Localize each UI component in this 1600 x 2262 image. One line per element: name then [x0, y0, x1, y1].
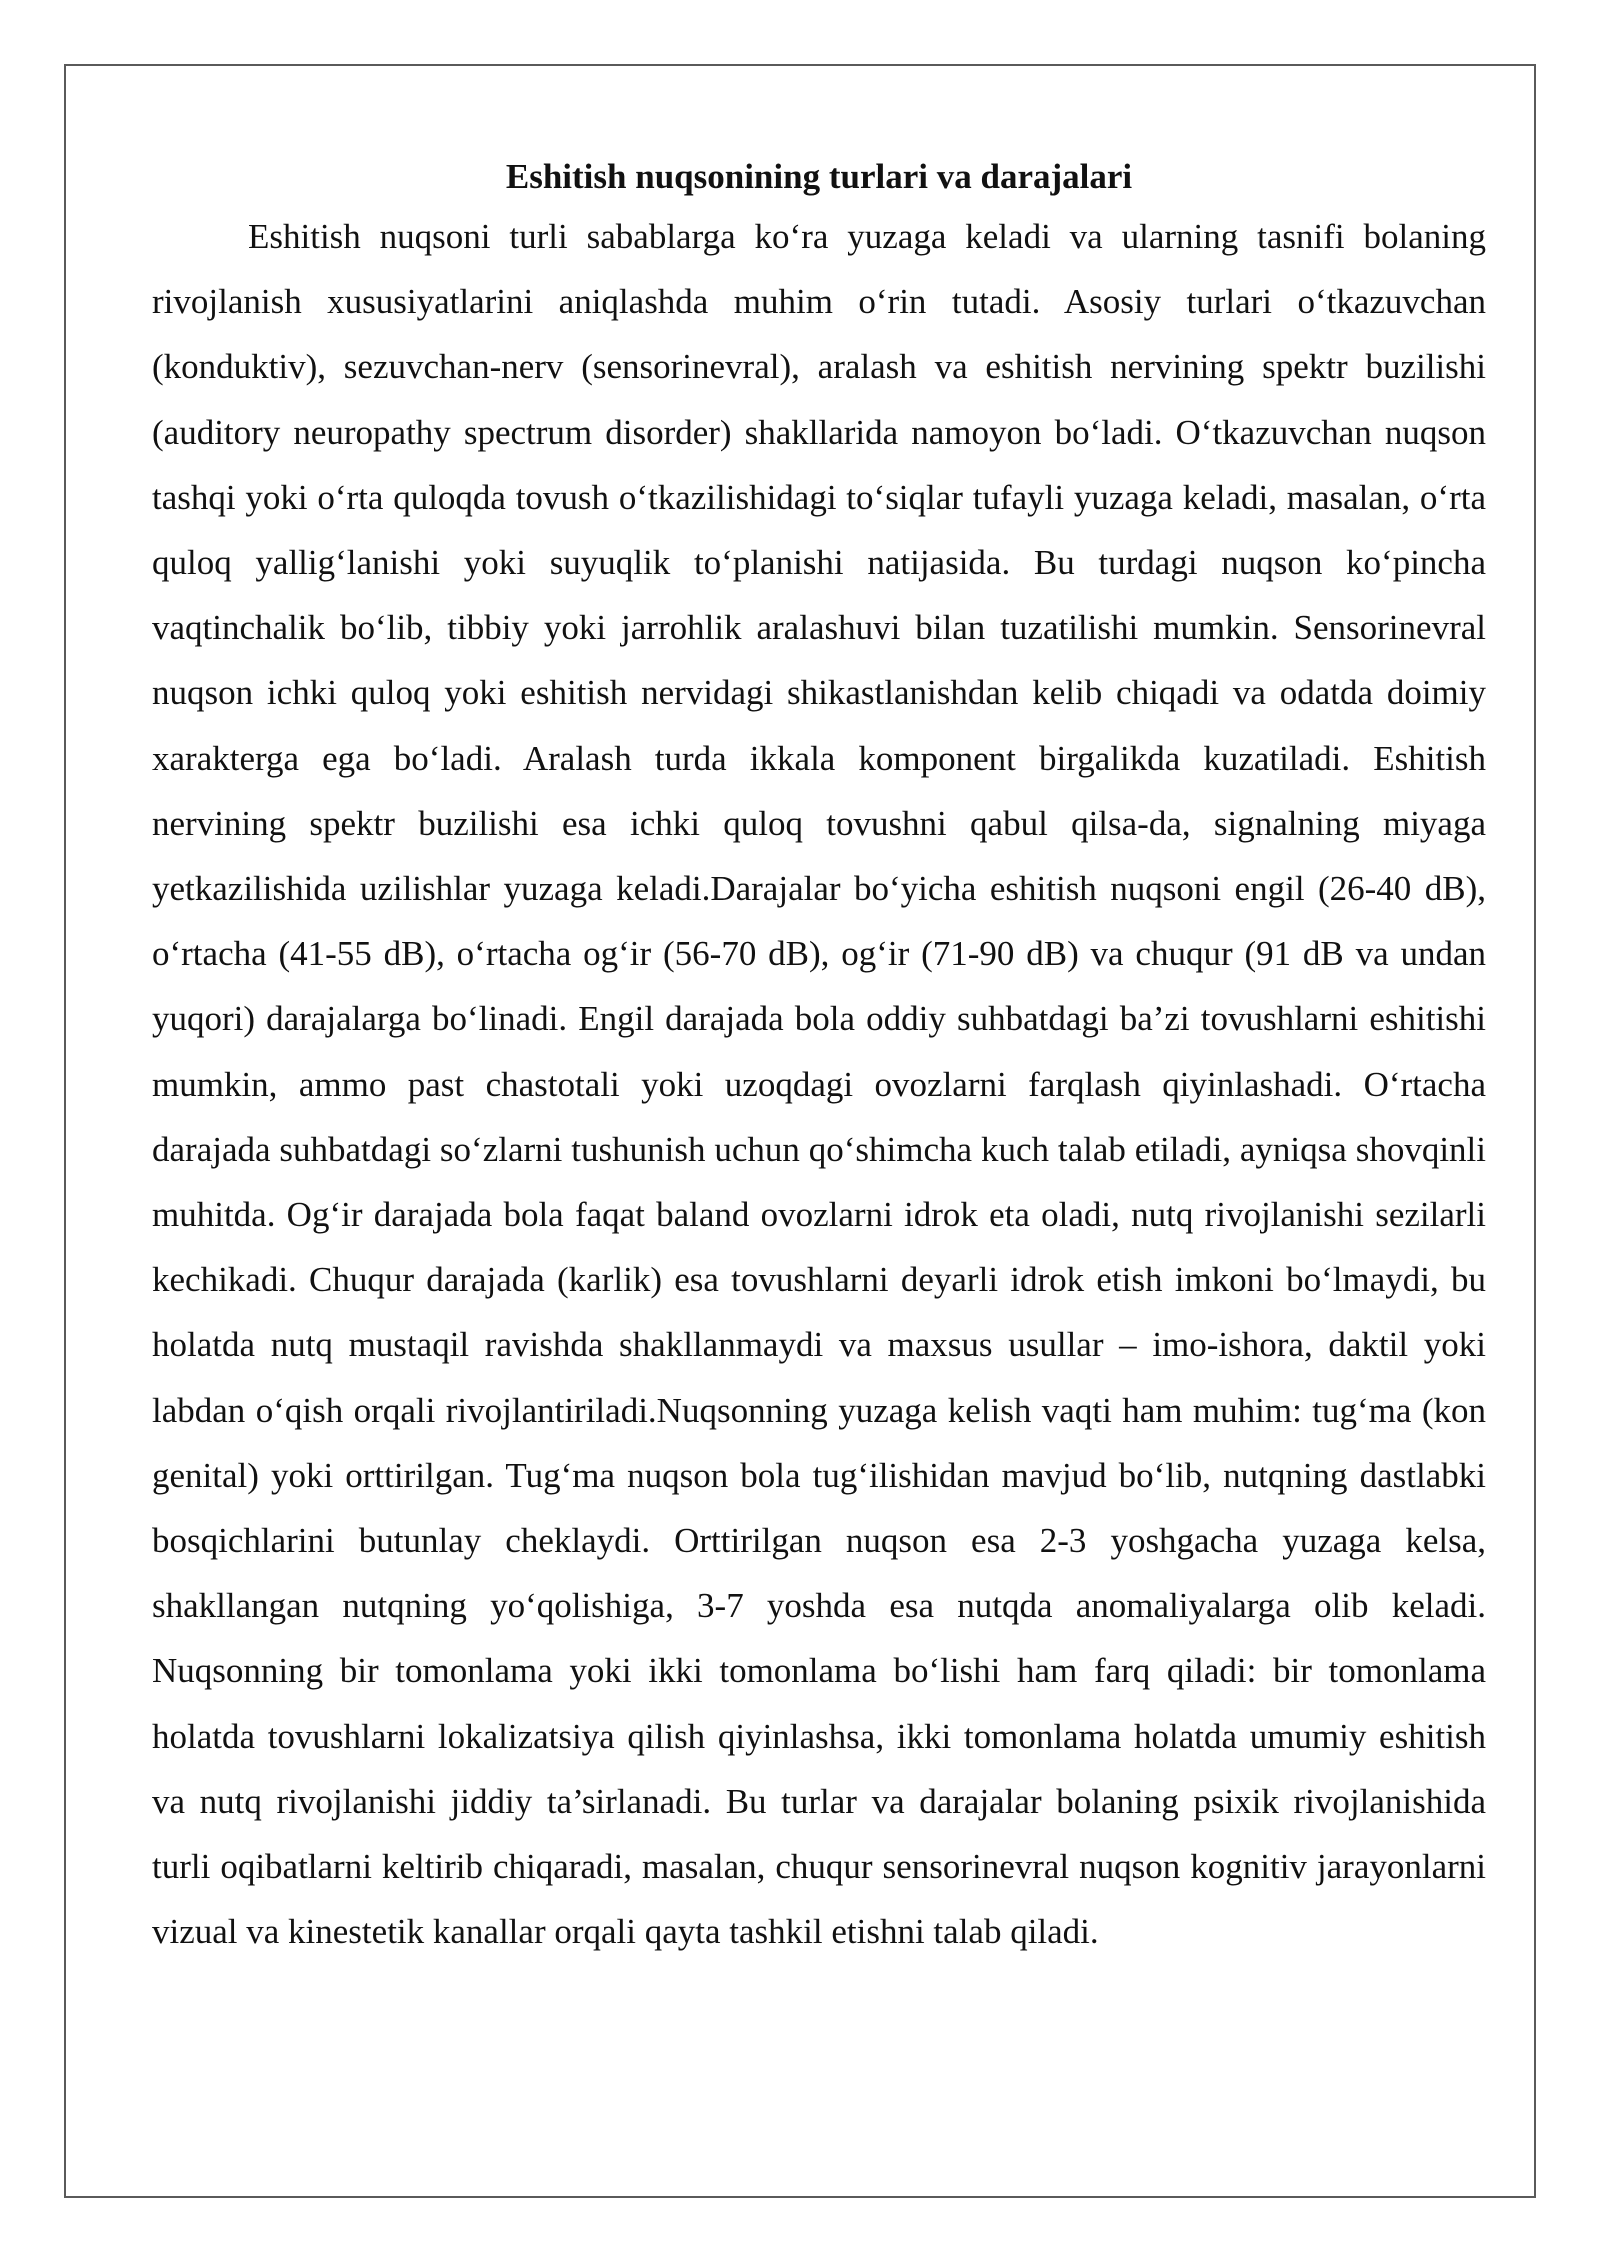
- document-paragraph: Eshitish nuqsoni turli sabablarga ko‘ra yuzaga keladi va ularning tasnifi bolaning rivojlanish xususiyatlarini aniqlashda muhim o‘rin tutadi. Asosiy turlari o‘tkazuvchan (konduktiv), sezuvchan-nerv (sensorinevral), aralash va eshitish nervining spektr buzilishi (auditory neuropathy spectrum disorder) shakllarida namoyon bo‘ladi. O‘tkazuvchan nuqson tashqi yoki o‘rta quloqda tovush o‘tkazilishidagi to‘siqlar tufayli yuzaga keladi, masalan, o‘rta quloq yallig‘lanishi yoki suyuqlik to‘planishi natijasida. Bu turdagi nuqson ko‘pincha vaqtinchalik bo‘lib, tibbiy yoki jarrohlik aralashuvi bilan tuzatilishi mumkin. Sensorinevral nuqson ichki quloq yoki eshitish nervidagi shikastlanishdan kelib chiqadi va odatda doimiy xarakterga ega bo‘ladi. Aralash turda ikkala komponent birgalikda kuzatiladi. Eshitish nervining spektr buzilishi esa ichki quloq tovushni qabul qilsa-da, signalning miyaga yetkazilishida uzilishlar yuzaga keladi.Darajalar bo‘yicha eshitish nuqsoni engil (26-40 dB), o‘rtacha (41-55 dB), o‘rtacha og‘ir (56-70 dB), og‘ir (71-90 dB) va chuqur (91 dB va undan yuqori) darajalarga bo‘linadi. Engil darajada bola oddiy suhbatdagi ba’zi tovushlarni eshitishi mumkin, ammo past chastotali yoki uzoqdagi ovozlarni farqlash qiyinlashadi. O‘rtacha darajada suhbatdagi so‘zlarni tushunish uchun qo‘shimcha kuch talab etiladi, ayniqsa shovqinli muhitda. Og‘ir darajada bola faqat baland ovozlarni idrok eta oladi, nutq rivojlanishi sezilarli kechikadi. Chuqur darajada (karlik) esa tovushlarni deyarli idrok etish imkoni bo‘lmaydi, bu holatda nutq mustaqil ravishda shakllanmaydi va maxsus usullar – imo-ishora, daktil yoki labdan o‘qish orqali rivojlantiriladi.Nuqsonning yuzaga kelish vaqti ham muhim: tug‘ma (kon genital) yoki orttirilgan. Tug‘ma nuqson bola tug‘ilishidan mavjud bo‘lib, nutqning dastlabki bosqichlarini butunlay cheklaydi. Orttirilgan nuqson esa 2-3 yoshgacha yuzaga kelsa, shakllangan nutqning yo‘qolishiga, 3-7 yoshda esa nutqda anomaliyalarga olib keladi. Nuqsonning bir tomonlama yoki ikki tomonlama bo‘lishi ham farq qiladi: bir tomonlama holatda tovushlarni lokalizatsiya qilish qiyinlashsa, ikki tomonlama holatda umumiy eshitish va nutq rivojlanishi jiddiy ta’sirlanadi. Bu turlar va darajalar bolaning psixik rivojlanishida turli oqibatlarni keltirib chiqaradi, masalan, chuqur sensorinevral nuqson kognitiv jarayonlarni vizual va kinestetik kanallar orqali qayta tashkil etishni talab qiladi.: [152, 217, 1486, 1952]
- document-content: [152, 150, 1486, 1964]
- document-title: Eshitish nuqsonining turlari va darajalari: [505, 157, 1133, 196]
